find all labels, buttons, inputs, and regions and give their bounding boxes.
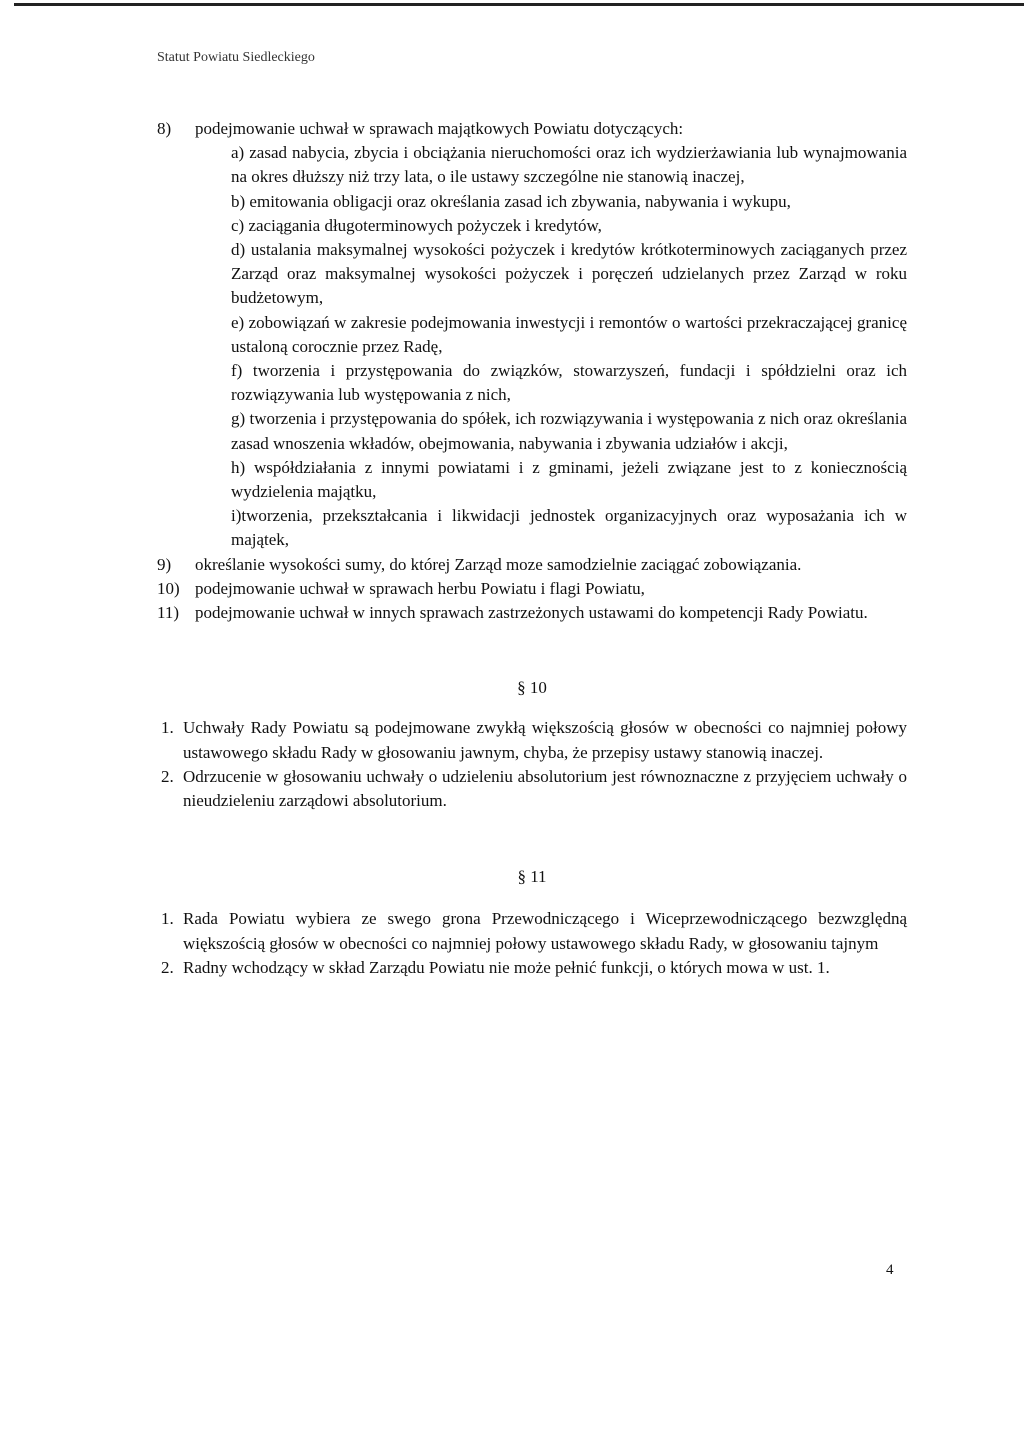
page-number: 4 (886, 1262, 894, 1278)
list-item-10 (157, 577, 907, 601)
sub-item-f (231, 359, 907, 407)
list-text: podejmowanie uchwał w innych sprawach zastrzeżonych ustawami do kompetencji Rady Powiatu. (195, 603, 868, 623)
paragraph-number: 2. (161, 766, 174, 786)
sub-item-b (231, 190, 907, 214)
top-rule (14, 3, 1024, 6)
sub-letter: g) (231, 409, 246, 429)
sub-text: współdziałania z innymi powiatami i z gminami, jeżeli związane jest to z koniecznością wydzielenia majątku, (231, 457, 907, 502)
paragraph-number: 1. (161, 718, 174, 738)
sub-text: zasad nabycia, zbycia i obciążania nieruchomości oraz ich wydzierżawiania lub wynajmowania na okres dłuższy niż trzy lata, o ile ustawy szczególne nie stanowią inaczej, (231, 143, 907, 187)
paragraph-11-1 (157, 907, 907, 955)
sub-item-a (231, 141, 907, 189)
sub-text: zobowiązań w zakresie podejmowania inwestycji i remontów o wartości przekraczającej granicę ustaloną corocznie przez Radę, (231, 312, 907, 356)
sub-text: tworzenia, przekształcania i likwidacji jednostek organizacyjnych oraz wyposażania ich w majątek, (231, 506, 907, 550)
sub-item-d (231, 238, 907, 311)
paragraph-text: Uchwały Rady Powiatu są podejmowane zwykłą większością głosów w obecności co najmniej połowy ustawowego składu Rady w głosowaniu jawnym, chyba, że przepisy ustawy stanowią inaczej. (183, 718, 907, 762)
sub-text: tworzenia i przystępowania do spółek, ich rozwiązywania i występowania z nich oraz określania zasad wnoszenia wkładów, obejmowania, nabywania i zbywania udziałów i akcji, (231, 409, 907, 453)
paragraph-10-2 (157, 765, 907, 813)
sub-letter: a) (231, 143, 245, 163)
sub-letter: d) (231, 240, 246, 260)
list-text: podejmowanie uchwał w sprawach herbu Powiatu i flagi Powiatu, (195, 578, 645, 598)
list-item-11 (157, 601, 907, 625)
paragraph-number: 2. (161, 957, 174, 977)
sub-letter: f) (231, 361, 243, 381)
paragraph-text: Rada Powiatu wybiera ze swego grona Przewodniczącego i Wiceprzewodniczącego bezwzględną większością głosów w obecności co najmniej połowy ustawowego składu Rady, w głosowaniu tajnym (183, 909, 907, 953)
sub-text: emitowania obligacji oraz określania zasad ich zbywania, nabywania i wykupu, (249, 191, 791, 211)
sub-letter: e) (231, 312, 245, 332)
sub-item-c (231, 214, 907, 238)
list-item-9 (157, 553, 907, 577)
sub-letter: i) (231, 506, 242, 526)
paragraph-number: 1. (161, 909, 174, 929)
sub-letter: h) (231, 457, 246, 477)
sub-item-i (231, 504, 907, 552)
list-number: 10) (157, 578, 180, 598)
sub-item-h (231, 456, 907, 504)
document-body (157, 117, 907, 980)
paragraph-text: Odrzucenie w głosowaniu uchwały o udzieleniu absolutorium jest równoznaczne z przyjęciem uchwały o nieudzieleniu zarządowi absolutorium. (183, 766, 907, 811)
sub-item-g (231, 407, 907, 455)
sub-item-e (231, 311, 907, 359)
list-text: określanie wysokości sumy, do której Zarząd moze samodzielnie zaciągać zobowiązania. (195, 554, 802, 574)
sub-text: tworzenia i przystępowania do związków, stowarzyszeń, fundacji i spółdzielni oraz ich rozwiązywania lub występowania z nich, (231, 361, 907, 405)
paragraph-text: Radny wchodzący w skład Zarządu Powiatu nie może pełnić funkcji, o których mowa w ust. 1. (183, 957, 830, 977)
sub-text: zaciągania długoterminowych pożyczek i kredytów, (248, 215, 602, 235)
list-number: 11) (157, 603, 180, 623)
paragraph-10-1 (157, 716, 907, 764)
list-number: 9) (157, 554, 172, 574)
section-heading-10: § 10 (517, 678, 547, 698)
list-text: podejmowanie uchwał w sprawach majątkowych Powiatu dotyczących: (195, 119, 684, 138)
list-number: 8) (157, 119, 172, 138)
list-item-8 (157, 117, 907, 141)
section-heading-11: § 11 (517, 867, 547, 887)
running-header: Statut Powiatu Siedleckiego (157, 50, 315, 65)
sub-text: ustalania maksymalnej wysokości pożyczek i kredytów krótkoterminowych zaciąganych przez Zarząd oraz maksymalnej wysokości pożyczek i poręczeń udzielanych przez Zarząd w roku budżetowym, (231, 240, 907, 308)
paragraph-11-2 (157, 956, 907, 980)
sub-letter: b) (231, 191, 246, 211)
sub-letter: c) (231, 215, 245, 235)
